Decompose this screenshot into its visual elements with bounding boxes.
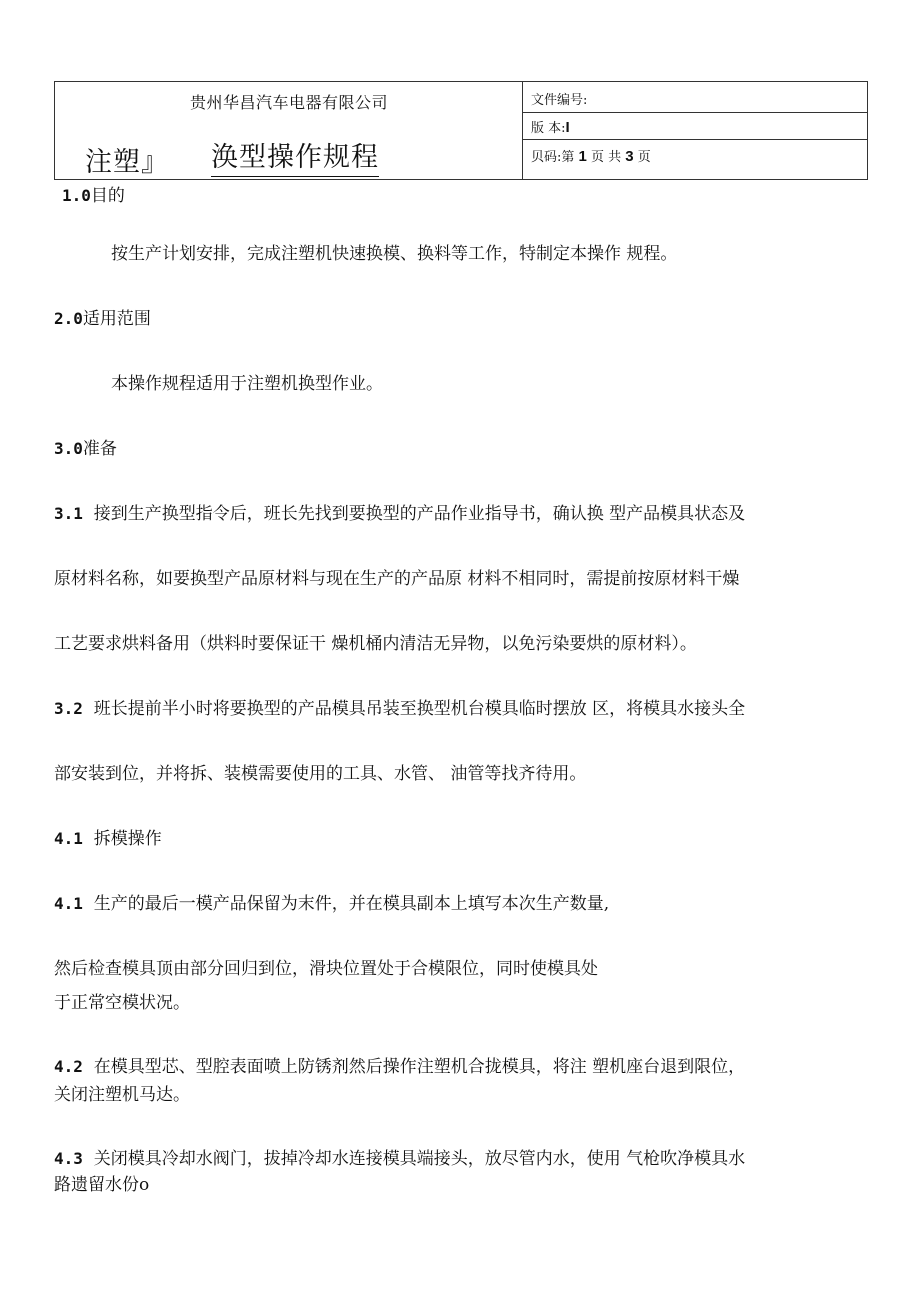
paragraph-4-3-line2: 路遗留水份o	[54, 1175, 150, 1195]
file-number-row	[523, 82, 867, 113]
page-suffix: 页	[637, 150, 651, 165]
version-row	[523, 113, 867, 140]
paragraph-4-1-line1: 4.1 生产的最后一模产品保留为末件，并在模具副本上填写本次生产数量,	[54, 894, 610, 914]
section-heading-mold-removal: 4.1 拆模操作	[54, 829, 162, 849]
paragraph-4-1-line2: 然后检查模具顶由部分回归到位，滑块位置处于合模限位，同时使模具处	[54, 959, 598, 979]
file-number-label: 文件编号:	[531, 93, 588, 108]
paragraph-purpose: 按生产计划安排，完成注塑机快速换模、换料等工作，特制定本操作 规程。	[111, 244, 678, 264]
version-value: I	[565, 119, 570, 136]
paragraph-scope: 本操作规程适用于注塑机换型作业。	[111, 374, 383, 394]
section-heading-scope: 2.0适用范围	[54, 309, 151, 329]
document-title-part1: 注塑』	[85, 147, 169, 178]
company-name: 贵州华昌汽车电器有限公司	[189, 93, 388, 112]
document-header-table	[54, 81, 868, 180]
section-heading-preparation: 3.0准备	[54, 439, 117, 459]
paragraph-4-3-line1: 4.3 关闭模具冷却水阀门，拔掉冷却水连接模具端接头，放尽管内水，使用 气枪吹净模具水	[54, 1149, 746, 1169]
paragraph-3-1-line3: 工艺要求烘料备用（烘料时要保证干 燥机桶内清洁无异物，以免污染要烘的原材料）。	[54, 634, 697, 654]
page-mid: 页 共	[591, 150, 622, 165]
paragraph-4-2-line2: 关闭注塑机马达。	[54, 1085, 190, 1105]
section-heading-purpose: 1.0目的	[62, 186, 125, 206]
paragraph-3-1-line1: 3.1 接到生产换型指令后，班长先找到要换型的产品作业指导书，确认换 型产品模具状态及	[54, 504, 746, 524]
page-prefix: 贝码:第	[531, 150, 575, 165]
header-right-cell	[523, 82, 867, 179]
page-number-row	[523, 140, 867, 179]
version-label: 版 本:	[531, 121, 566, 136]
paragraph-3-1-line2: 原材料名称，如要换型产品原材料与现在生产的产品原 材料不相同时，需提前按原材料干燥	[54, 569, 740, 589]
header-left-cell	[55, 82, 523, 179]
paragraph-3-2-line1: 3.2 班长提前半小时将要换型的产品模具吊装至换型机台模具临时摆放 区，将模具水接头全	[54, 699, 746, 719]
page-current: 1	[578, 148, 587, 165]
document-title-part2: 涣型操作规程	[211, 140, 379, 177]
paragraph-3-2-line2: 部安装到位，并将拆、装模需要使用的工具、水管、 油管等找齐待用。	[54, 764, 587, 784]
paragraph-4-1-line3: 于正常空模状况。	[54, 993, 190, 1013]
page-total: 3	[625, 148, 634, 165]
paragraph-4-2-line1: 4.2 在模具型芯、型腔表面喷上防锈剂然后操作注塑机合拢模具，将注 塑机座台退到限位，	[54, 1057, 746, 1077]
